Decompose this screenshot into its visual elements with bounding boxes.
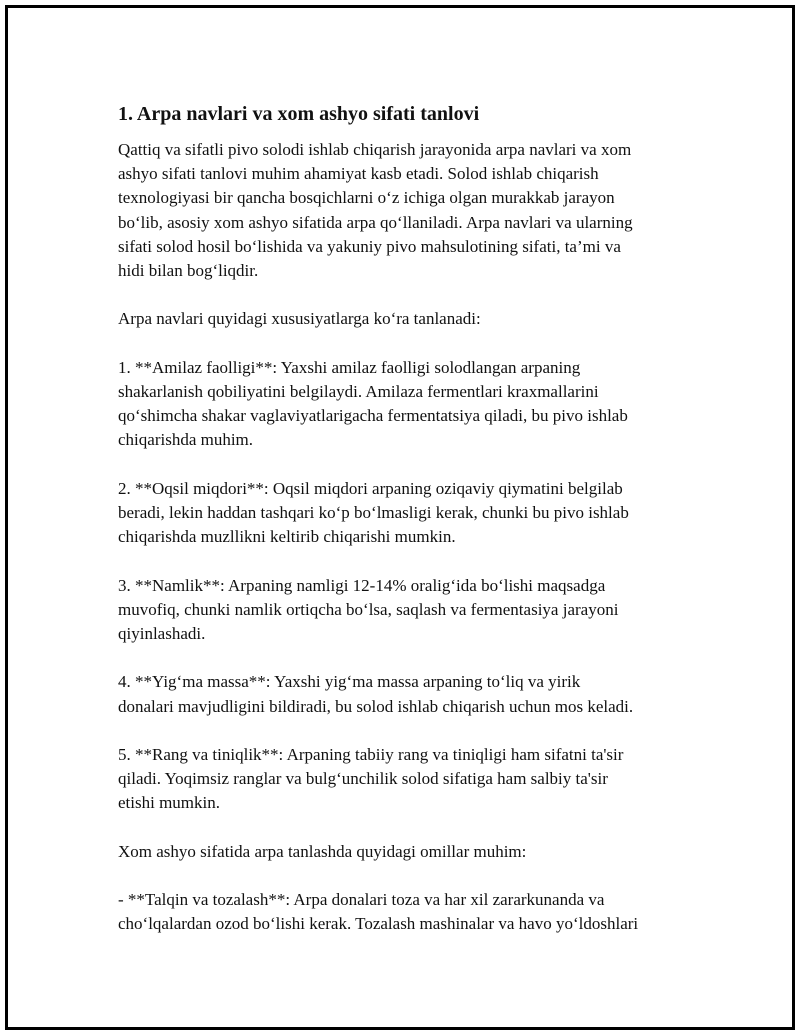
- text-line: bo‘lib, asosiy xom ashyo sifatida arpa qo‘llaniladi. Arpa navlari va ularning: [118, 212, 633, 232]
- text-line: ashyo sifati tanlovi muhim ahamiyat kasb etadi. Solod ishlab chiqarish: [118, 164, 599, 184]
- text-line: chiqarishda muzllikni keltirib chiqarishi mumkin.: [118, 527, 456, 547]
- text-line: qiladi. Yoqimsiz ranglar va bulg‘unchilik solod sifatiga ham salbiy ta'sir: [118, 769, 608, 789]
- text-line: Arpa navlari quyidagi xususiyatlarga ko‘ra tanlanadi:: [118, 309, 481, 329]
- page-frame: [5, 5, 795, 1030]
- text-line: sifati solod hosil bo‘lishida va yakuniy pivo mahsulotining sifati, ta’mi va: [118, 236, 621, 256]
- text-line: donalari mavjudligini bildiradi, bu solod ishlab chiqarish uchun mos keladi.: [118, 696, 634, 716]
- list-item-yigma-massa: [118, 670, 698, 718]
- section-heading: 1. Arpa navlari va xom ashyo sifati tanlovi: [118, 103, 480, 125]
- paragraph-intro: [118, 138, 698, 283]
- list-item-amilaz: [118, 356, 698, 453]
- paragraph-factors-intro: [118, 840, 698, 864]
- text-line: hidi bilan bog‘liqdir.: [118, 261, 259, 281]
- text-line: shakarlanish qobiliyatini belgilaydi. Amilaza fermentlari kraxmallarini: [118, 382, 599, 401]
- document-body: [118, 100, 698, 961]
- text-line: qo‘shimcha shakar vaglaviyatlarigacha fermentatsiya qiladi, bu pivo ishlab: [118, 406, 628, 426]
- text-line: Xom ashyo sifatida arpa tanlashda quyidagi omillar muhim:: [118, 841, 527, 861]
- text-line: muvofiq, chunki namlik ortiqcha bo‘lsa, saqlash va fermentasiya jarayoni: [118, 599, 619, 619]
- list-item-rang-tiniqlik: [118, 743, 698, 816]
- text-line: 2. **Oqsil miqdori**: Oqsil miqdori arpaning oziqaviy qiymatini belgilab: [118, 478, 623, 498]
- text-line: chiqarishda muhim.: [118, 430, 254, 450]
- list-item-namlik: [118, 574, 698, 647]
- text-line: qiyinlashadi.: [118, 624, 206, 643]
- list-item-oqsil: [118, 477, 698, 550]
- text-line: beradi, lekin haddan tashqari ko‘p bo‘lmasligi kerak, chunki bu pivo ishlab: [118, 503, 629, 522]
- list-item-talqin-tozalash: [118, 888, 698, 936]
- text-line: 1. **Amilaz faolligi**: Yaxshi amilaz faolligi solodlangan arpaning: [118, 357, 581, 377]
- text-line: 4. **Yig‘ma massa**: Yaxshi yig‘ma massa arpaning to‘liq va yirik: [118, 672, 581, 692]
- text-line: 5. **Rang va tiniqlik**: Arpaning tabiiy rang va tiniqligi ham sifatni ta'sir: [118, 744, 624, 764]
- text-line: etishi mumkin.: [118, 793, 220, 813]
- paragraph-criteria-intro: [118, 307, 698, 331]
- text-line: texnologiyasi bir qancha bosqichlarni o‘z ichiga olgan murakkab jarayon: [118, 188, 615, 208]
- text-line: - **Talqin va tozalash**: Arpa donalari toza va har xil zararkunanda va: [118, 890, 605, 910]
- text-line: 3. **Namlik**: Arpaning namligi 12-14% oralig‘ida bo‘lishi maqsadga: [118, 575, 606, 595]
- text-line: cho‘lqalardan ozod bo‘lishi kerak. Tozalash mashinalar va havo yo‘ldoshlari: [118, 914, 639, 934]
- text-line: Qattiq va sifatli pivo solodi ishlab chiqarish jarayonida arpa navlari va xom: [118, 140, 632, 159]
